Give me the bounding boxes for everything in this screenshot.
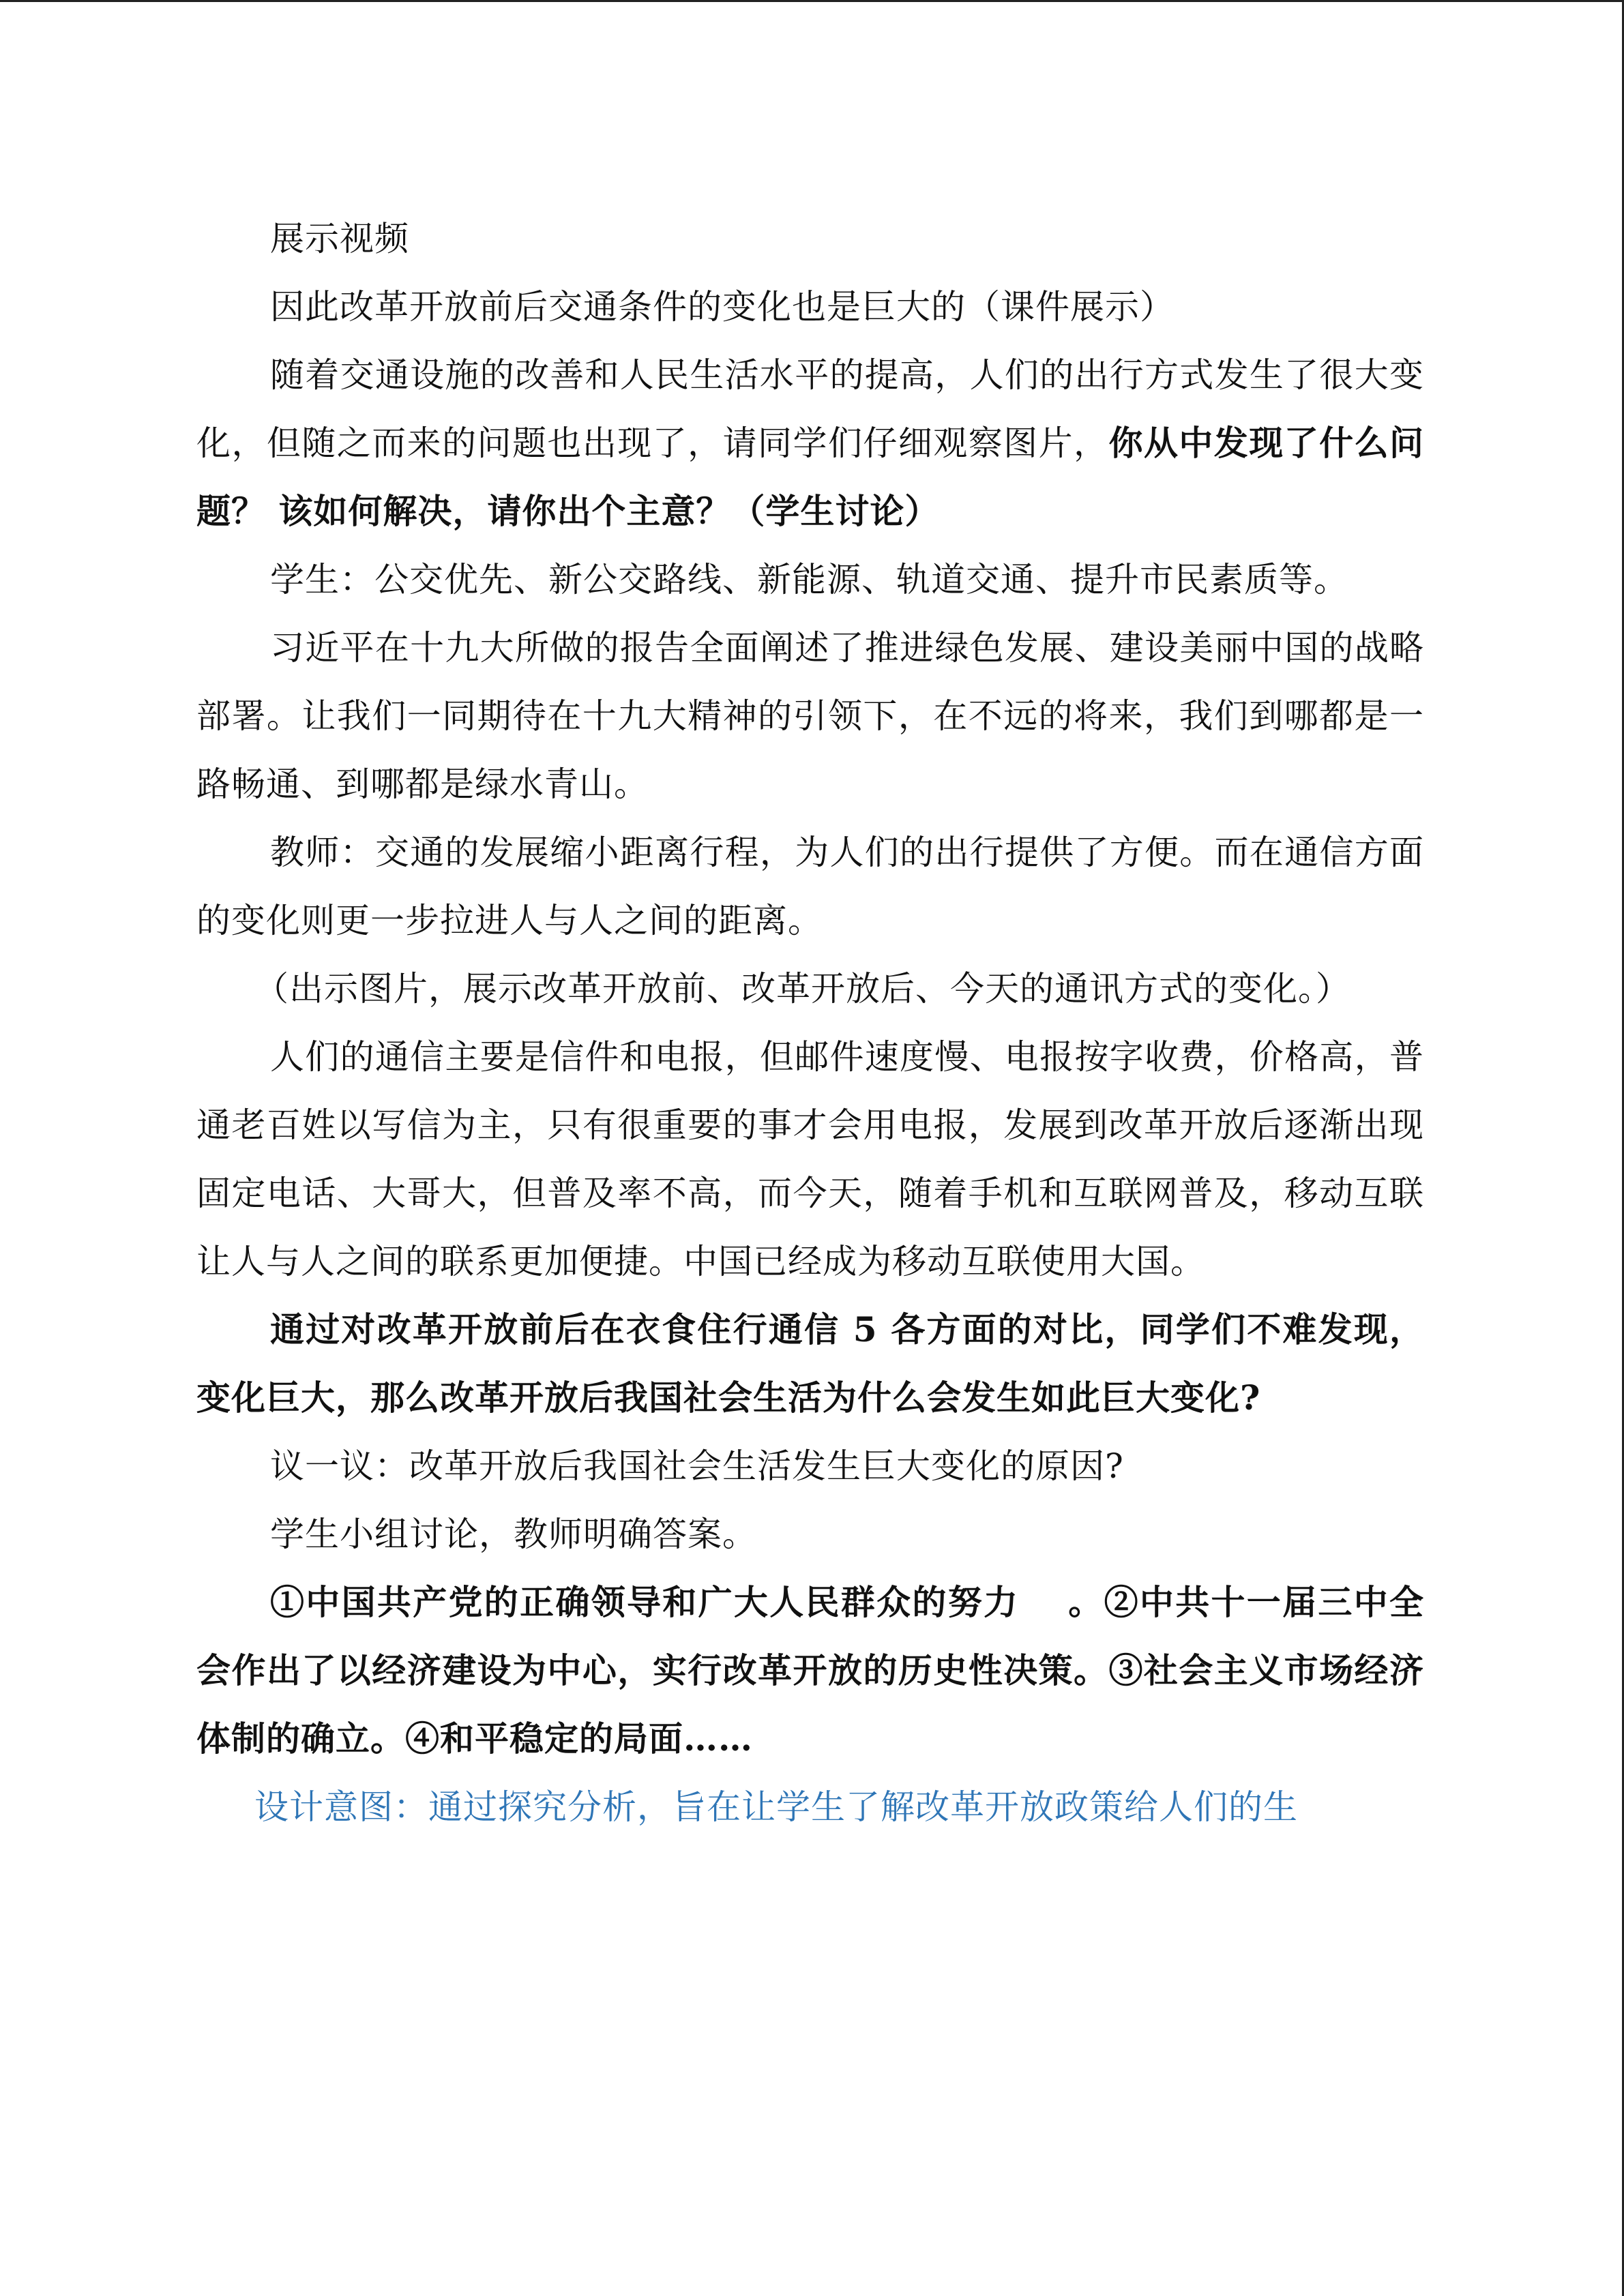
paragraph-text: 随着交通设施的改善和人民生活水平的提高，人们的出行方式发生了很大变化，但随之而来的问题也出现了，请同学们仔细观察图片， (196, 355, 1424, 463)
paragraph-communication-history (196, 1023, 1424, 1296)
paragraph-text: 习近平在十九大所做的报告全面阐述了推进绿色发展、建设美丽中国的战略部署。让我们一同期待在十九大精神的引领下，在不远的将来，我们到哪都是一路畅通、到哪都是绿水青山。 (196, 628, 1424, 804)
paragraph-text: 人们的通信主要是信件和电报，但邮件速度慢、电报按字收费，价格高，普通老百姓以写信为主，只有很重要的事才会用电报，发展到改革开放后逐渐出现固定电话、大哥大，但普及率不高，而今天，随着手机和互联网普及，移动互联让人与人之间的联系更加便捷。中国已经成为移动互联使用大国。 (196, 1037, 1424, 1281)
paragraph-text: （出示图片，展示改革开放前、改革开放后、今天的通讯方式的变化。） (254, 969, 1350, 1009)
document-body (196, 205, 1424, 1841)
page-border-top (0, 0, 1624, 2)
paragraph-group-discussion (196, 1500, 1424, 1568)
paragraph-text: 因此改革开放前后交通条件的变化也是巨大的（课件展示） (270, 287, 1175, 327)
paragraph-show-video (196, 205, 1424, 273)
paragraph-green-development (196, 614, 1424, 818)
paragraph-reasons-answer (196, 1568, 1424, 1773)
paragraph-comparison-question (196, 1296, 1424, 1432)
paragraph-text: 教师：交通的发展缩小距离行程，为人们的出行提供了方便。而在通信方面的变化则更一步拉进人与人之间的距离。 (196, 833, 1424, 940)
paragraph-text: ①中国共产党的正确领导和广大人民群众的努力 。②中共十一届三中全会作出了以经济建设为中心，实行改革开放的历史性决策。③社会主义市场经济体制的确立。④和平稳定的局面…… (196, 1582, 1424, 1759)
paragraph-discussion-prompt (196, 1432, 1424, 1500)
design-intent-text: 设计意图：通过探究分析，旨在让学生了解改革开放政策给人们的生 (254, 1787, 1298, 1827)
paragraph-show-pictures (196, 955, 1424, 1023)
paragraph-transport-change (196, 273, 1424, 341)
paragraph-travel-problem (196, 341, 1424, 546)
paragraph-text: 展示视频 (270, 219, 409, 258)
paragraph-text: 议一议：改革开放后我国社会生活发生巨大变化的原因? (270, 1446, 1124, 1486)
paragraph-question: 你从中发现了什么问题？ 该如何解决，请你出个主意？（学生讨论） (196, 423, 1425, 531)
paragraph-text: 学生小组讨论，教师明确答案。 (270, 1515, 757, 1554)
paragraph-text: 通过对改革开放前后在衣食住行通信 5 各方面的对比，同学们不难发现，变化巨大，那么改革开放后我国社会生活为什么会发生如此巨大变化? (196, 1309, 1424, 1418)
paragraph-teacher-communication (196, 818, 1424, 955)
paragraph-student-answer (196, 546, 1424, 614)
design-intent-note (196, 1773, 1424, 1841)
paragraph-text: 学生：公交优先、新公交路线、新能源、轨道交通、提升市民素质等。 (270, 560, 1348, 599)
